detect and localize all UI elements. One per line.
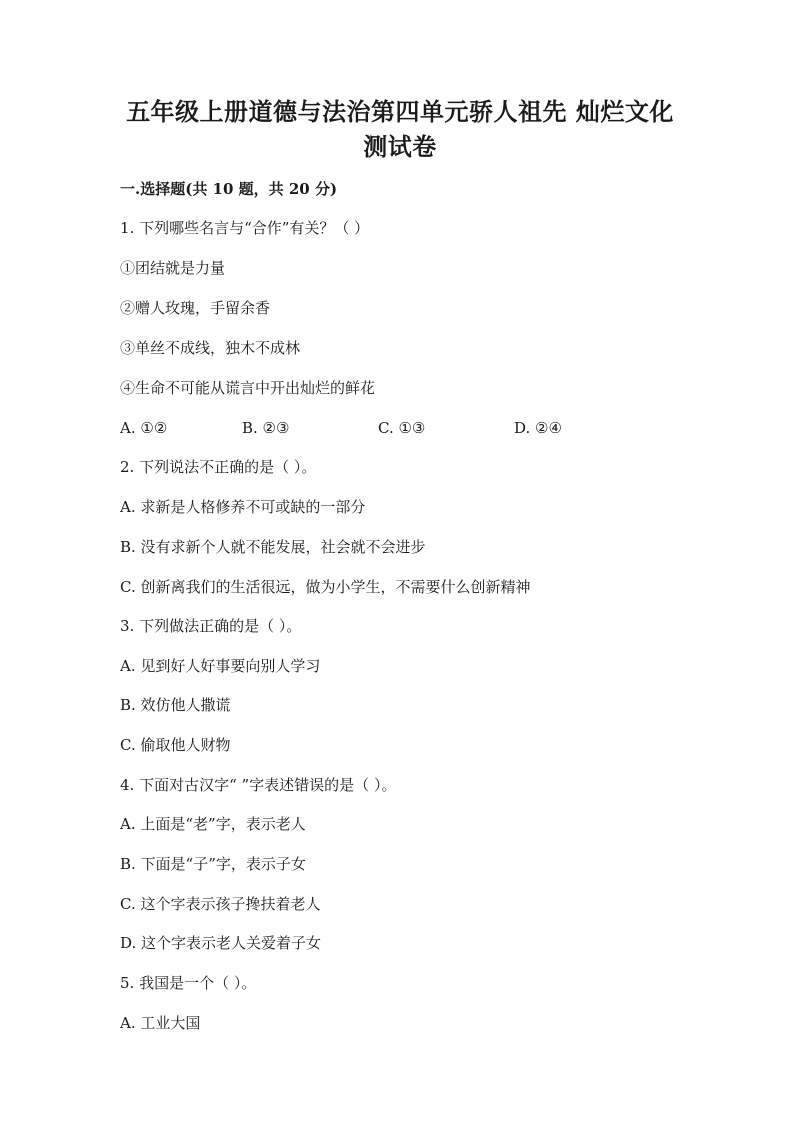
question-3-stem: 3. 下列做法正确的是（ ）。 [120, 617, 302, 635]
question-1-stem: 1. 下列哪些名言与“合作”有关？（ ） [120, 219, 370, 237]
exam-title-line-2: 测试卷 [363, 132, 437, 161]
section-heading: 一.选择题(共 10 题，共 20 分) [120, 180, 338, 198]
question-3-option-a: A. 见到好人好事要向别人学习 [120, 657, 321, 675]
question-4-option-d: D. 这个字表示老人关爱着子女 [120, 934, 322, 952]
question-1-option-b: B. ②③ [242, 419, 290, 437]
question-2-stem: 2. 下列说法不正确的是（ ）。 [120, 458, 317, 476]
question-4-option-a: A. 上面是“老”字，表示老人 [120, 815, 306, 833]
question-4-option-b: B. 下面是“子”字，表示子女 [120, 855, 306, 873]
exam-title-line-1: 五年级上册道德与法治第四单元骄人祖先 灿烂文化 [126, 97, 674, 126]
question-2-option-c: C. 创新离我们的生活很远，做为小学生，不需要什么创新精神 [120, 578, 531, 596]
question-5-stem: 5. 我国是一个（ ）。 [120, 974, 257, 992]
question-2-option-a: A. 求新是人格修养不可或缺的一部分 [120, 498, 366, 516]
question-1-statement-1: ①团结就是力量 [120, 259, 226, 277]
question-5-option-a: A. 工业大国 [120, 1014, 201, 1032]
question-2-option-b: B. 没有求新个人就不能发展，社会就不会进步 [120, 538, 426, 556]
question-1-statement-4: ④生命不可能从谎言中开出灿烂的鲜花 [120, 379, 376, 397]
question-1-statement-3: ③单丝不成线，独木不成林 [120, 339, 301, 357]
question-1-statement-2: ②赠人玫瑰，手留余香 [120, 299, 271, 317]
question-3-option-b: B. 效仿他人撒谎 [120, 696, 231, 714]
question-1-option-d: D. ②④ [514, 419, 562, 437]
question-4-stem: 4. 下面对古汉字“ ”字表述错误的是（ ）。 [120, 776, 397, 794]
question-3-option-c: C. 偷取他人财物 [120, 736, 231, 754]
question-1-option-a: A. ①② [120, 419, 168, 437]
question-1-option-c: C. ①③ [378, 419, 426, 437]
question-4-option-c: C. 这个字表示孩子搀扶着老人 [120, 895, 321, 913]
